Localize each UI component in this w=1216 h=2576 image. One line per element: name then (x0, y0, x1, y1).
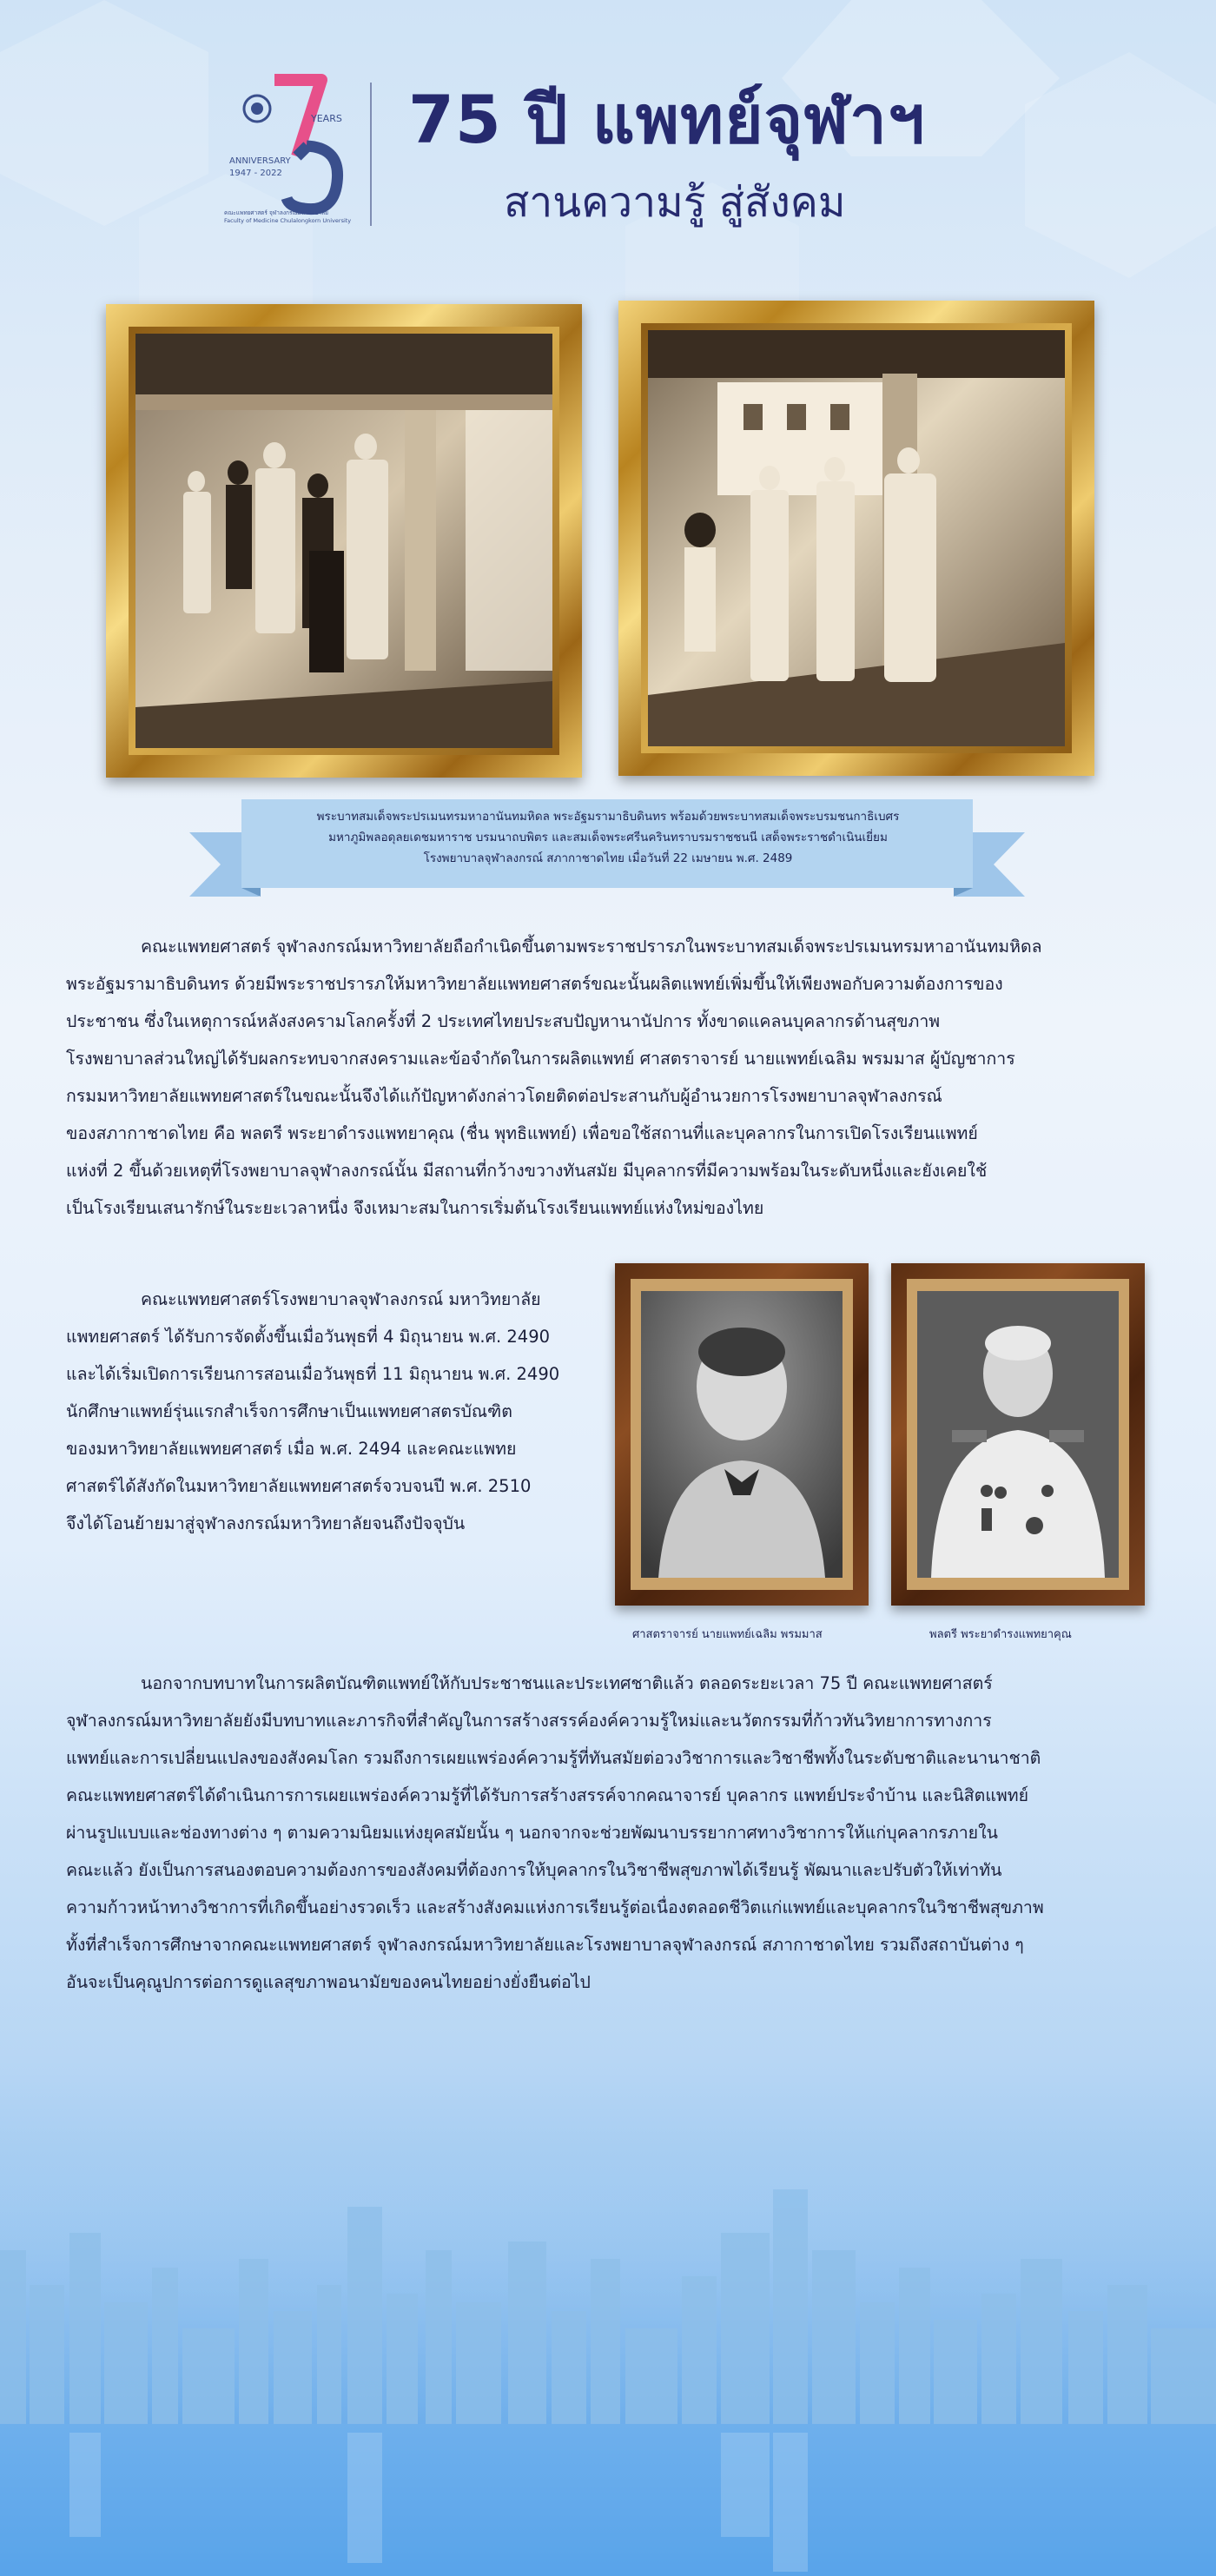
paragraph-line: แห่งที่ 2 ขึ้นด้วยเหตุที่โรงพยาบาลจุฬาลงกรณ์นั้น มีสถานที่กว้างขวางทันสมัย มีบุคลากรที่มีความพร้อมในระดับหนึ่งและยังเคยใช้ (66, 1161, 988, 1181)
paragraph-line: แพทยศาสตร์ ได้รับการจัดตั้งขึ้นเมื่อวันพุธที่ 4 มิถุนายน พ.ศ. 2490 (66, 1327, 551, 1347)
paragraph-line: ทั้งที่สำเร็จการศึกษาจากคณะแพทยศาสตร์ จุฬาลงกรณ์มหาวิทยาลัยและโรงพยาบาลจุฬาลงกรณ์ สภากาชาดไทย รวมถึงสถาบันต่าง ๆ (66, 1935, 1024, 1955)
paragraph-line: นักศึกษาแพทย์รุ่นแรกสำเร็จการศึกษาเป็นแพทยศาสตรบัณฑิต (66, 1401, 512, 1421)
portrait-frame-damrong (891, 1263, 1145, 1606)
logo-divider (370, 83, 372, 226)
anniversary-logo (224, 70, 354, 226)
photo-caption (261, 806, 955, 869)
city-skyline-background (0, 2155, 1216, 2576)
paragraph-line: และได้เริ่มเปิดการเรียนการสอนเมื่อวันพุธที่ 11 มิถุนายน พ.ศ. 2490 (66, 1364, 560, 1384)
paragraph-history (66, 928, 1152, 1227)
paragraph-line: ของสภากาชาดไทย คือ พลตรี พระยาดำรงแพทยาคุณ (ชื่น พุทธิแพทย์) เพื่อขอใช้สถานที่และบุคลากรในการเปิดโรงเรียนแพทย์ (66, 1123, 978, 1143)
paragraph-line: ศาสตร์ได้สังกัดในมหาวิทยาลัยแพทยศาสตร์จวบจนปี พ.ศ. 2510 (66, 1476, 532, 1496)
portrait-frame-chalerm (615, 1263, 869, 1606)
paragraph-line: คณะแพทยศาสตร์ได้ดำเนินการการเผยแพร่องค์ความรู้ที่ได้รับการสร้างสรรค์จากคณาจารย์ บุคลากร แพทย์ประจำบ้าน และนิสิตแพทย์ (66, 1785, 1029, 1805)
paragraph-line: นอกจากบทบาทในการผลิตบัณฑิตแพทย์ให้กับประชาชนและประเทศชาติแล้ว ตลอดระยะเวลา 75 ปี คณะแพทยศาสตร์ (141, 1673, 993, 1693)
paragraph-line: คณะแพทยศาสตร์โรงพยาบาลจุฬาลงกรณ์ มหาวิทยาลัย (141, 1289, 541, 1309)
paragraph-line: พระอัฐมรามาธิบดินทร ด้วยมีพระราชปรารภให้มหาวิทยาลัยแพทยศาสตร์ขณะนั้นผลิตแพทย์เพิ่มขึ้นให้เพียงพอกับความต้องการของ (66, 974, 1003, 994)
paragraph-mission (66, 1665, 1152, 2001)
logo-years-label: YEARS (311, 113, 342, 124)
poster-header (0, 0, 1216, 261)
page-subtitle: สานความรู้ สู่สังคม (504, 178, 846, 227)
paragraph-line: ของมหาวิทยาลัยแพทยศาสตร์ เมื่อ พ.ศ. 2494 และคณะแพทย (66, 1439, 517, 1459)
logo-org-english: Faculty of Medicine Chulalongkorn University (224, 217, 352, 224)
photo-caption-line: มหาภูมิพลอดุลยเดชมหาราช บรมนาถบพิตร และสมเด็จพระศรีนครินทราบรมราชชนนี เสด็จพระราชดำเนินเยี่ยม (328, 831, 888, 844)
photo-caption-line: พระบาทสมเด็จพระปรเมนทรมหาอานันทมหิดล พระอัฐมรามาธิบดินทร พร้อมด้วยพระบาทสมเด็จพระบรมชนกาธิเบศร (316, 810, 900, 824)
paragraph-founding (66, 1281, 587, 1542)
paragraph-line: จึงได้โอนย้ายมาสู่จุฬาลงกรณ์มหาวิทยาลัยจนถึงปัจจุบัน (66, 1513, 466, 1533)
paragraph-line: คณะแพทยศาสตร์ จุฬาลงกรณ์มหาวิทยาลัยถือกำเนิดขึ้นตามพระราชปรารภในพระบาทสมเด็จพระปรเมนทรมหาอานันทมหิดล (141, 937, 1042, 957)
paragraph-line: โรงพยาบาลส่วนใหญ่ได้รับผลกระทบจากสงครามและข้อจำกัดในการผลิตแพทย์ ศาสตราจารย์ นายแพทย์เฉลิม พรมมาส ผู้บัญชาการ (66, 1049, 1015, 1069)
gold-frame-right (618, 301, 1094, 776)
historical-photo-balcony (648, 330, 1065, 746)
paragraph-line: แพทย์และการเปลี่ยนแปลงของสังคมโลก รวมถึงการเผยแพร่องค์ความรู้ที่ทันสมัยต่อวงวิชาการและวิชาชีพทั้งในระดับชาติและนานาชาติ (66, 1748, 1041, 1768)
portrait-caption-damrong: พลตรี พระยาดำรงแพทยาคุณ (929, 1628, 1072, 1641)
portrait-caption-chalerm: ศาสตราจารย์ นายแพทย์เฉลิม พรมมาส (632, 1628, 823, 1641)
paragraph-line: ประชาชน ซึ่งในเหตุการณ์หลังสงครามโลกครั้งที่ 2 ประเทศไทยประสบปัญหานานัปการ ทั้งขาดแคลนบุคลากรด้านสุขภาพ (66, 1011, 941, 1031)
paragraph-line: ความก้าวหน้าทางวิชาการที่เกิดขึ้นอย่างรวดเร็ว และสร้างสังคมแห่งการเรียนรู้ต่อเนื่องตลอดชีวิตแก่แพทย์และบุคลากรในวิชาชีพสุขภาพ (66, 1897, 1044, 1917)
paragraph-line: กรมมหาวิทยาลัยแพทยศาสตร์ในขณะนั้นจึงได้แก้ปัญหาดังกล่าวโดยติดต่อประสานกับผู้อำนวยการโรงพยาบาลจุฬาลงกรณ์ (66, 1086, 942, 1106)
historical-photo-corridor (135, 334, 552, 748)
page-title: 75 ปี แพทย์จุฬาฯ (408, 81, 926, 158)
paragraph-line: อันจะเป็นคุณูปการต่อการดูแลสุขภาพอนามัยของคนไทยอย่างยั่งยืนต่อไป (66, 1972, 591, 1992)
gold-frame-left (106, 304, 582, 778)
portrait-photo-chalerm (641, 1291, 843, 1578)
paragraph-line: จุฬาลงกรณ์มหาวิทยาลัยยังมีบทบาทและภารกิจที่สำคัญในการสร้างสรรค์องค์ความรู้ใหม่และนวัตกรรมที่ก้าวทันวิทยาการทางการ (66, 1711, 992, 1731)
paragraph-line: คณะแล้ว ยังเป็นการสนองตอบความต้องการของสังคมที่ต้องการให้บุคลากรในวิชาชีพสุขภาพได้เรียนรู้ พัฒนาและปรับตัวให้เท่าทัน (66, 1860, 1002, 1880)
portrait-photo-damrong (917, 1291, 1119, 1578)
logo-anniversary-label: ANNIVERSARY (229, 156, 291, 166)
paragraph-line: เป็นโรงเรียนเสนารักษ์ในระยะเวลาหนึ่ง จึงเหมาะสมในการเริ่มต้นโรงเรียนแพทย์แห่งใหม่ของไทย (66, 1198, 764, 1218)
logo-org-thai: คณะแพทยศาสตร์ จุฬาลงกรณ์มหาวิทยาลัย (224, 209, 328, 216)
logo-year-span: 1947 - 2022 (229, 169, 282, 178)
paragraph-line: ผ่านรูปแบบและช่องทางต่าง ๆ ตามความนิยมแห่งยุคสมัยนั้น ๆ นอกจากจะช่วยพัฒนาบรรยากาศทางวิชาการให้แก่บุคลากรภายใน (66, 1823, 998, 1843)
photo-caption-line: โรงพยาบาลจุฬาลงกรณ์ สภากาชาดไทย เมื่อวันที่ 22 เมษายน พ.ศ. 2489 (423, 851, 793, 865)
